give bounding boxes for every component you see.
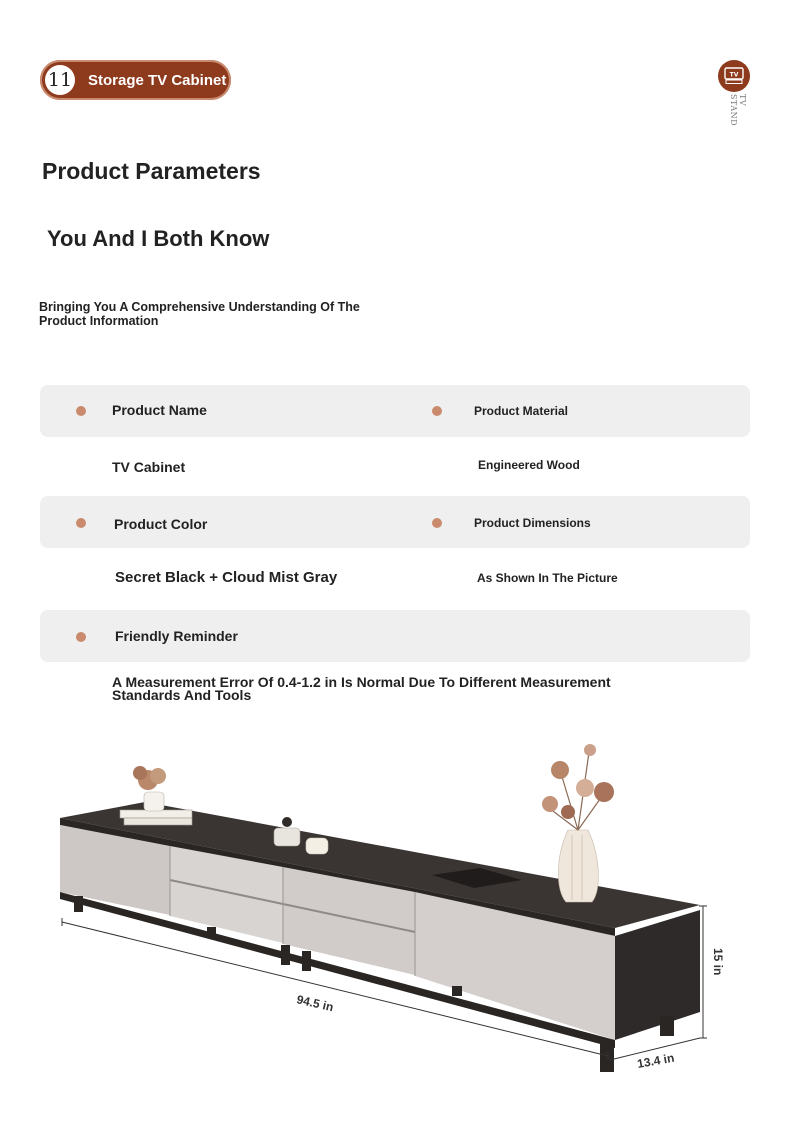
cabinet-side: [615, 910, 700, 1040]
bullet-dot: [76, 406, 86, 416]
depth-label: 13.4 in: [636, 1050, 676, 1071]
cabinet-leg: [207, 927, 216, 937]
tv-stand-logo: [716, 60, 752, 140]
product-name-value: TV Cabinet: [112, 459, 186, 475]
friendly-reminder-label: Friendly Reminder: [115, 628, 238, 644]
cabinet-leg: [74, 896, 83, 912]
tv-icon-text: TV: [729, 71, 739, 79]
cabinet-leg: [600, 1044, 614, 1072]
bullet-dot: [432, 518, 442, 528]
length-label: 94.5 in: [295, 992, 335, 1015]
bullet-dot: [76, 518, 86, 528]
badge-number: 11: [45, 65, 75, 95]
intro-text: Bringing You A Comprehensive Understanding Of The Product Information: [39, 300, 360, 328]
friendly-reminder-text: A Measurement Error Of 0.4-1.2 in Is Normal Due To Different Measurement Standards And Tools: [112, 674, 611, 703]
cabinet-leg: [302, 951, 311, 971]
product-material-label: Product Material: [474, 404, 569, 418]
cabinet-leg: [660, 1016, 674, 1036]
product-dimensions-value: As Shown In The Picture: [477, 571, 618, 585]
flower-stem: [560, 770, 578, 830]
badge-title: Storage TV Cabinet: [88, 71, 227, 89]
section-badge: [40, 60, 231, 100]
cabinet-leg: [281, 945, 290, 965]
cabinet-leg: [452, 986, 462, 996]
logo-text: TV STAND: [729, 94, 747, 127]
product-material-value: Engineered Wood: [478, 458, 580, 472]
page-title: Product Parameters: [42, 158, 261, 184]
large-vase: [558, 830, 598, 902]
small-vase: [144, 792, 164, 811]
bullet-dot: [432, 406, 442, 416]
bullet-dot: [76, 632, 86, 642]
candle: [306, 838, 328, 854]
product-color-value: Secret Black + Cloud Mist Gray: [115, 569, 338, 586]
page-subtitle: You And I Both Know: [47, 226, 270, 251]
height-label: 15 in: [711, 948, 725, 976]
tv-cabinet-illustration: [0, 730, 790, 1130]
tv-icon: [718, 60, 750, 92]
product-name-label: Product Name: [112, 402, 207, 418]
product-dimensions-label: Product Dimensions: [474, 516, 591, 530]
sculpture: [274, 828, 300, 846]
product-color-label: Product Color: [114, 516, 208, 532]
